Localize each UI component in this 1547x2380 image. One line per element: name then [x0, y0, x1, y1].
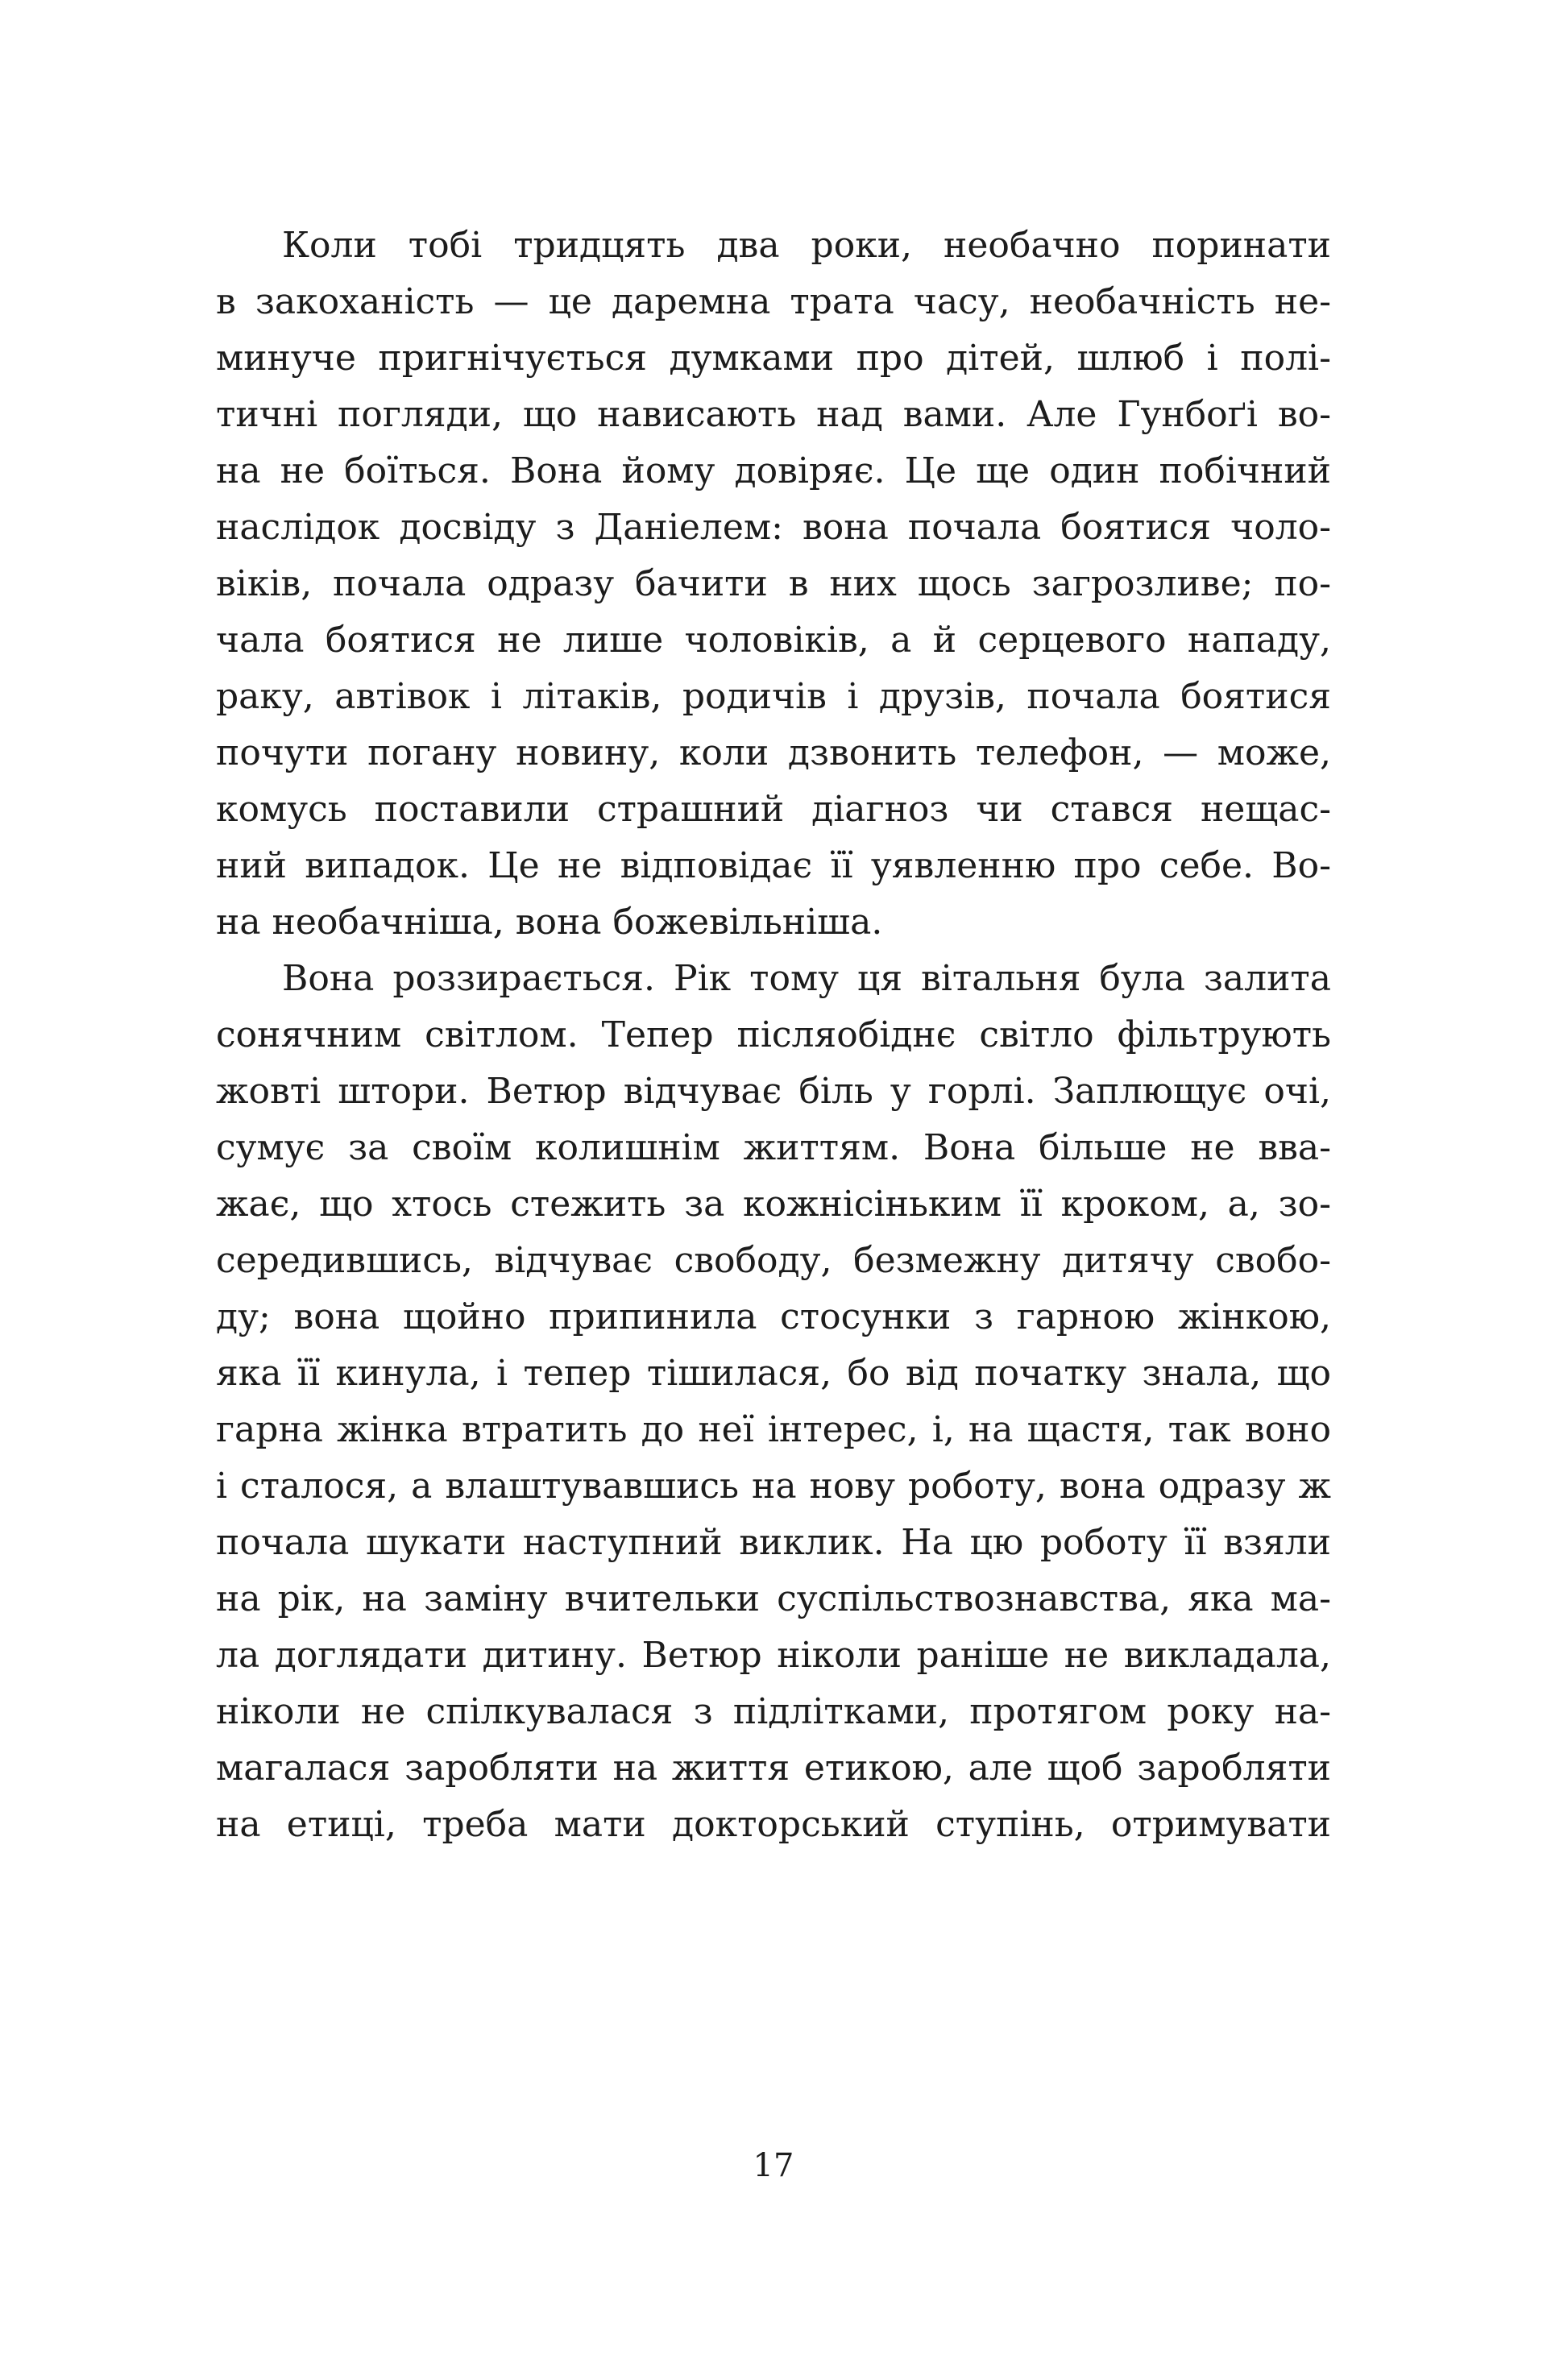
text-line: жовті штори. Ветюр відчуває біль у горлі. Заплющує очі, — [216, 1071, 1331, 1112]
text-line: яка її кинула, і тепер тішилася, бо від початку знала, що — [216, 1353, 1331, 1394]
text-line: ний випадок. Це не відповідає її уявленню про себе. Во- — [216, 845, 1331, 886]
text-line: Вона роззирається. Рік тому ця вітальня була залита — [282, 958, 1331, 999]
text-line: магалася заробляти на життя етикою, але щоб заробляти — [216, 1748, 1331, 1789]
body-text — [216, 218, 1331, 1853]
text-line: ла доглядати дитину. Ветюр ніколи раніше не викладала, — [216, 1635, 1331, 1676]
text-line: на не боїться. Вона йому довіряє. Це ще один побічний — [216, 450, 1331, 491]
text-line: ніколи не спілкувалася з підлітками, протягом року на- — [216, 1691, 1331, 1732]
text-line: сумує за своїм колишнім життям. Вона більше не вва- — [216, 1127, 1331, 1168]
text-line: ду; вона щойно припинила стосунки з гарною жінкою, — [216, 1296, 1331, 1337]
text-line: гарна жінка втратить до неї інтерес, і, на щастя, так воно — [216, 1409, 1331, 1450]
text-line: комусь поставили страшний діагноз чи стався нещас- — [216, 789, 1331, 830]
text-line: середившись, відчуває свободу, безмежну дитячу свобо- — [216, 1240, 1331, 1281]
page-number: 17 — [753, 2147, 794, 2184]
text-line: Коли тобі тридцять два роки, необачно поринати — [282, 225, 1331, 266]
text-line: в закоханість — це даремна трата часу, необачність не- — [216, 281, 1331, 322]
text-line: раку, автівок і літаків, родичів і друзів, почала боятися — [216, 676, 1331, 717]
text-line: тичні погляди, що нависають над вами. Але Гунбоґі во- — [216, 394, 1331, 435]
text-line: віків, почала одразу бачити в них щось загрозливе; по- — [216, 563, 1331, 604]
text-line: на необачніша, вона божевільніша. — [216, 902, 883, 943]
text-line: почала шукати наступний виклик. На цю роботу її взяли — [216, 1522, 1331, 1563]
text-line: на етиці, треба мати докторський ступінь, отримувати — [216, 1804, 1331, 1845]
text-line: сонячним світлом. Тепер післяобіднє світло фільтрують — [216, 1014, 1331, 1055]
text-line: і сталося, а влаштувавшись на нову роботу, вона одразу ж — [216, 1466, 1331, 1507]
text-line: почути погану новину, коли дзвонить телефон, — може, — [216, 732, 1331, 773]
text-line: жає, що хтось стежить за кожнісіньким її кроком, а, зо- — [216, 1184, 1331, 1225]
text-line: на рік, на заміну вчительки суспільствознавства, яка ма- — [216, 1578, 1331, 1619]
text-line: наслідок досвіду з Даніелем: вона почала боятися чоло- — [216, 507, 1331, 548]
text-line: минуче пригнічується думками про дітей, шлюб і полі- — [216, 338, 1331, 379]
text-line: чала боятися не лише чоловіків, а й серцевого нападу, — [216, 620, 1331, 661]
